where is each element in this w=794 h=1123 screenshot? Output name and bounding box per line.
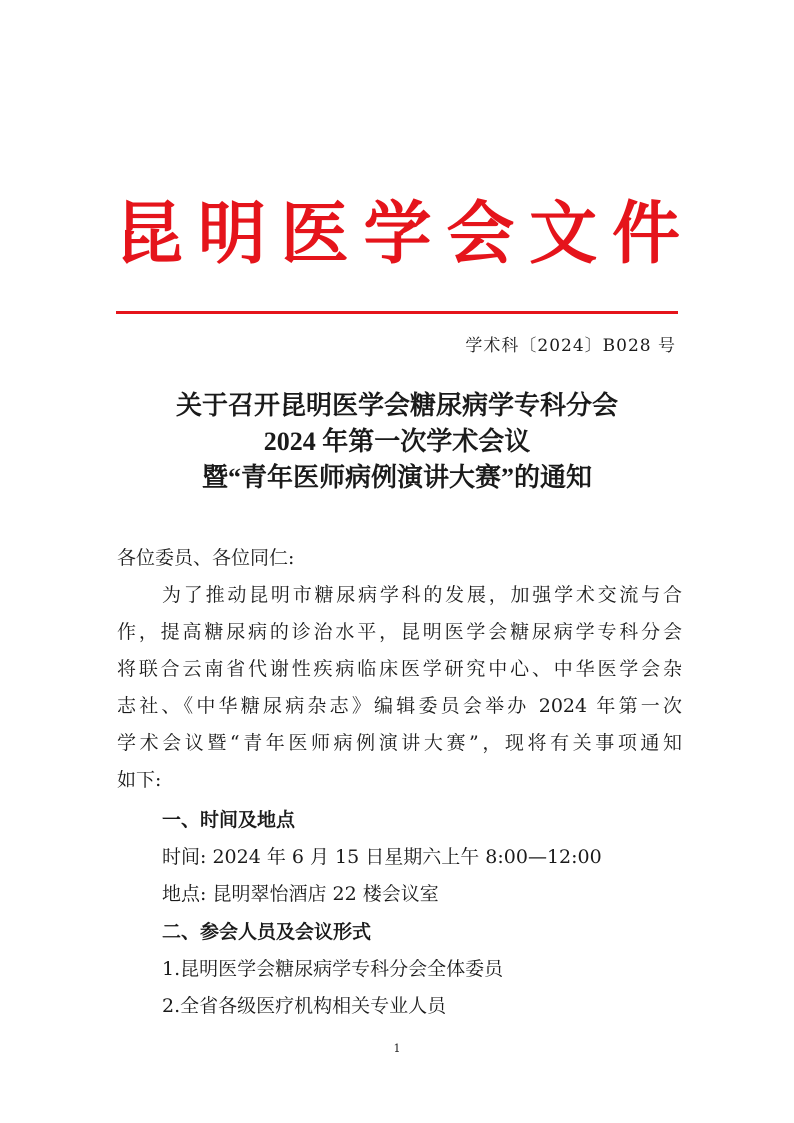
title-line-3: 暨“青年医师病例演讲大赛”的通知 <box>201 463 592 492</box>
masthead-char: 医 <box>280 195 349 274</box>
meeting-place: 地点: 昆明翠怡酒店 22 楼会议室 <box>162 883 439 905</box>
masthead-char: 昆 <box>115 195 184 274</box>
masthead-char: 学 <box>363 195 432 274</box>
masthead-char: 会 <box>446 195 515 274</box>
meeting-time: 时间: 2024 年 6 月 15 日星期六上午 8:00—12:00 <box>162 846 602 868</box>
paragraph-line: 为了推动昆明市糖尿病学科的发展，加强学术交流与合 <box>162 584 682 606</box>
paragraph-line: 将联合云南省代谢性疾病临床医学研究中心、中华医学会杂 <box>117 658 682 680</box>
section-heading-time-place: 一、时间及地点 <box>162 809 296 831</box>
masthead-char: 件 <box>611 195 680 274</box>
masthead-title <box>115 192 680 278</box>
paragraph-line: 志社、《中华糖尿病杂志》编辑委员会举办 2024 年第一次 <box>117 695 682 717</box>
title-line-2: 2024 年第一次学术会议 <box>263 427 531 456</box>
document-number: 学术科〔2024〕B028 号 <box>465 336 676 356</box>
participant-item: 1.昆明医学会糖尿病学专科分会全体委员 <box>162 958 504 980</box>
notice-title <box>117 388 677 496</box>
paragraph-line: 如下: <box>117 769 162 791</box>
masthead-char: 明 <box>197 195 266 274</box>
participant-item: 2.全省各级医疗机构相关专业人员 <box>162 995 447 1017</box>
paragraph-line: 学术会议暨“青年医师病例演讲大赛”，现将有关事项通知 <box>117 732 682 754</box>
red-divider-line <box>116 311 678 314</box>
paragraph-line: 作，提高糖尿病的诊治水平，昆明医学会糖尿病学专科分会 <box>117 621 682 643</box>
intro-paragraph <box>117 577 682 799</box>
title-line-1: 关于召开昆明医学会糖尿病学专科分会 <box>175 391 618 420</box>
section-heading-participants: 二、参会人员及会议形式 <box>162 921 372 943</box>
masthead-char: 文 <box>529 195 598 274</box>
page-number: 1 <box>393 1042 401 1055</box>
salutation: 各位委员、各位同仁: <box>117 547 295 569</box>
